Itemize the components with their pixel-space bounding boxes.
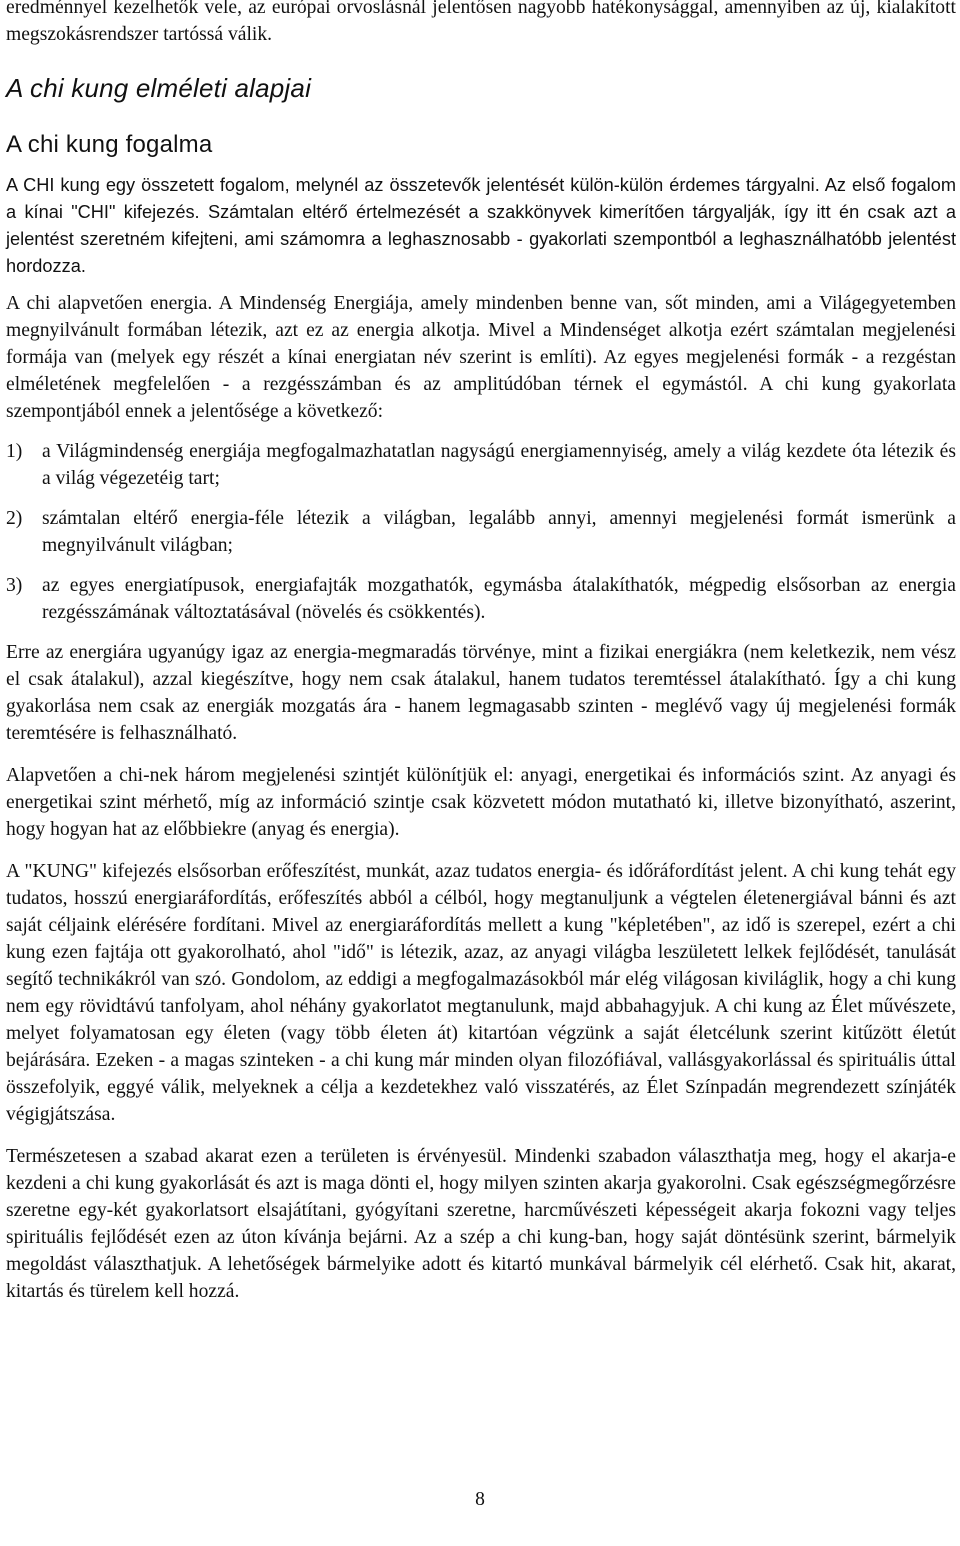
levels-paragraph: Alapvetően a chi-nek három megjelenési szintjét különítjük el: anyagi, energetikai és információs szint. Az anyagi és energetikai szint mérhető, míg az információ szintje csak közvetett módon mutatható ki, illetve bizonyítható, aszerint, hogy hogyan hat az előbbiekre (anyag és energia).: [6, 765, 956, 840]
subsection-title: A chi kung fogalma: [6, 131, 213, 158]
list-item-text: az egyes energiatípusok, energiafajták mozgathatók, egymásba átalakíthatók, mégpedig elsősorban az energia rezgésszámának változtatásával (növelés és csökkentés).: [42, 575, 956, 623]
list-item: [6, 438, 956, 492]
list-item-number: 3): [6, 575, 23, 596]
conservation-paragraph: Erre az energiára ugyanúgy igaz az energia-megmaradás törvénye, mint a fizikai energiákra (nem keletkezik, nem vész el csak átalakul), azzal kiegészítve, hogy nem csak átalakul, hanem tudatos teremtéssel átalakítható. Így a chi kung gyakorlása nem csak az energiák mozgatás ára - hanem legmagasabb szinten - meglévő vagy új megjelenési formák teremtésére is felhasználható.: [6, 642, 956, 744]
energy-properties-list: [6, 438, 956, 626]
list-item-text: számtalan eltérő energia-féle létezik a világban, legalább annyi, amennyi megjelenési formát ismerünk a megnyilvánult világban;: [42, 508, 956, 556]
list-item: [6, 505, 956, 559]
list-item: [6, 572, 956, 626]
energy-paragraph: A chi alapvetően energia. A Mindenség Energiája, amely mindenben benne van, sőt minden, ami a Világegyetemben megnyilvánult formában létezik, azt ez az energia alkotja. Mivel a Mindenséget alkotja ezért számtalan megjelenési formája van (melyek egy részét a kínai energiatan név szerint is említi). Az egyes megjelenési formák - a rezgéstan elméletének megfelelően - a rezgésszámban és az amplitúdóban térnek el egymástól. A chi kung gyakorlata szempontjából ennek a jelentősége a következő:: [6, 293, 956, 422]
freewill-paragraph: Természetesen a szabad akarat ezen a területen is érvényesül. Mindenki szabadon választhatja meg, hogy el akarja-e kezdeni a chi kung gyakorlását és azt is maga dönti el, hogy milyen szinten akarja gyakorolni. Csak egészségmegőrzésre szeretne egy-két gyakorlatsort elsajátítani, gyógyítani szeretne, harcművészeti képességeit akarja fokozni vagy teljes spirituális fejlődését ezen az úton kívánja bejárni. Az a szép a chi kung-ban, hogy saját döntésünk szerint, bármelyik megoldást választhatjuk. A lehetőségek bármelyike adott és kitartó munkával bármelyik cél elérhető. Csak hit, akarat, kitartás és türelem kell hozzá.: [6, 1146, 956, 1302]
concept-paragraph: A CHI kung egy összetett fogalom, melynél az összetevők jelentését külön-külön érdemes tárgyalni. Az első fogalom a kínai "CHI" kifejezés. Számtalan eltérő értelmezését a szakkönyvek kimerítően tárgyalják, így itt én csak azt a jelentést szeretném kifejteni, ami számomra a leghasznosabb - gyakorlati szempontból a leghasználhatóbb jelentést hordozza.: [6, 175, 956, 276]
document-page: [6, 0, 956, 1305]
kung-paragraph: A "KUNG" kifejezés elsősorban erőfeszítést, munkát, azaz tudatos energia- és időráfordítást jelent. A chi kung tehát egy tudatos, hosszú energiaráfordítás, erőfeszítés abból a célból, hogy megtanuljunk a végtelen életenergiával bánni és azt saját céljaink elérésére fordítani. Mivel az energiaráfordítás mellett a kung "képletében", az idő is szerepel, ezért a chi kung ezen fajtája ott gyakorolható, ahol "idő" is létezik, azaz, az anyagi világba leszületett lelkek fejlődését, tanulását segítő technikákról van szó. Gondolom, az eddigi a megfogalmazásokból már elég világosan kiviláglik, hogy a chi kung nem egy rövidtávú tanfolyam, ahol néhány gyakorlatot megtanulunk, majd abbahagyjuk. A chi kung az Élet művészete, melyet folyamatosan egy életen (vagy több életen át) kitartóan végzünk a saját életcélunk szerint kitűzött életút bejárására. Ezeken - a magas szinteken - a chi kung már minden olyan filozófiával, vallásgyakorlással és spirituális úttal összefolyik, eggyé válik, melyeknek a célja a kezdetekhez való visszatérés, az Élet Színpadán megrendezett színjáték végigjátszása.: [6, 861, 956, 1125]
list-item-text: a Világmindenség energiája megfogalmazhatatlan nagyságú energiamennyiség, amely a világ kezdete óta létezik és a világ végezetéig tart;: [42, 441, 956, 489]
list-item-number: 2): [6, 508, 23, 529]
intro-paragraph: eredménnyel kezelhetők vele, az európai orvoslásnál jelentősen nagyobb hatékonysággal, amennyiben az új, kialakított megszokásrendszer tartóssá válik.: [6, 0, 956, 45]
section-title: A chi kung elméleti alapjai: [6, 73, 312, 103]
page-number: 8: [475, 1489, 485, 1510]
list-item-number: 1): [6, 441, 23, 462]
